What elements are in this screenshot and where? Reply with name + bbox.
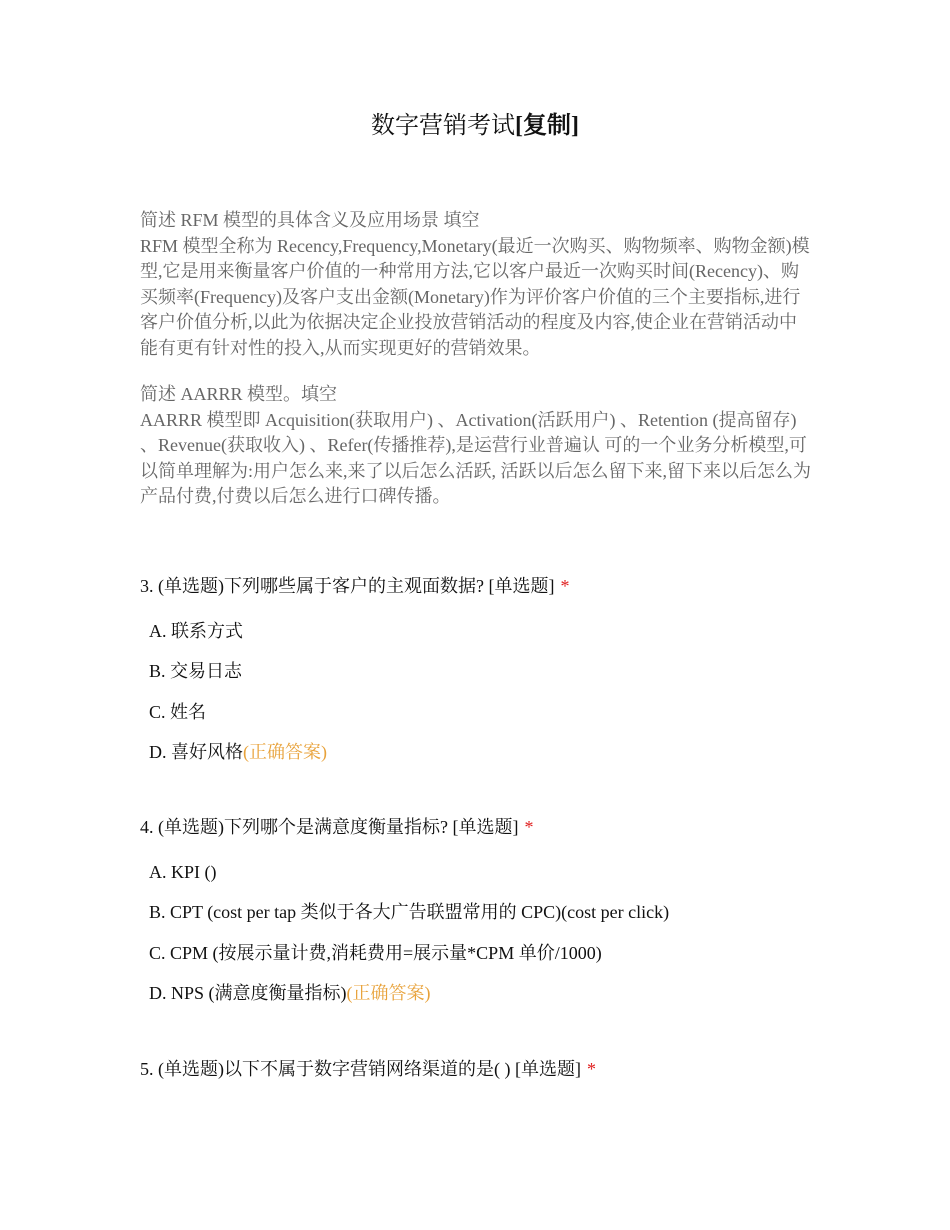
correct-answer-tag: (正确答案) [346, 982, 431, 1003]
question-5-title [140, 1057, 840, 1082]
question-3-options [149, 619, 849, 780]
option-label: C. CPM (按展示量计费,消耗费用=展示量*CPM 单价/1000) [149, 942, 602, 963]
essay-prompt: 简述 AARRR 模型。填空 [140, 384, 338, 404]
option-b [149, 659, 849, 699]
option-label: A. 联系方式 [149, 621, 243, 641]
option-label: D. 喜好风格 [149, 741, 243, 762]
title-copy-tag: [复制] [515, 113, 579, 139]
question-4-title [140, 815, 840, 840]
option-d [149, 740, 849, 780]
correct-answer-tag: (正确答案) [243, 741, 327, 762]
essay-prompt: 简述 RFM 模型的具体含义及应用场景 填空 [140, 210, 480, 230]
option-label: A. KPI () [149, 862, 217, 882]
question-text: 3. (单选题)下列哪些属于客户的主观面数据? [单选题] [140, 576, 555, 596]
required-mark: * [586, 1059, 596, 1079]
option-label: B. 交易日志 [149, 661, 243, 682]
option-label: B. CPT (cost per tap 类似于各大广告联盟常用的 CPC)(cost per click) [149, 902, 670, 923]
required-mark: * [560, 576, 570, 596]
required-mark: * [524, 817, 534, 837]
option-c [149, 941, 849, 981]
essay-answer: AARRR 模型即 Acquisition(获取用户) 、Activation(活跃用户) 、Retention (提高留存) 、Revenue(获取收入) 、Refer(传播推荐),是运营行业普遍认 可的一个业务分析模型,可以简单理解为:用户怎么来,来了以后怎么活跃, 活跃以后怎么留下来,留下来以后怎么为产品付费,付费以后怎么进行口碑传播。 [140, 409, 811, 506]
option-label: D. NPS (满意度衡量指标) [149, 982, 347, 1003]
essay-question-aarrr [140, 382, 812, 510]
question-4-options [149, 860, 849, 1021]
essay-question-rfm [140, 208, 812, 361]
question-text: 5. (单选题)以下不属于数字营销网络渠道的是( ) [单选题] [140, 1059, 581, 1079]
option-a [149, 860, 849, 900]
title-text: 数字营销考试 [371, 113, 515, 139]
question-3-title [140, 574, 840, 599]
option-c [149, 700, 849, 740]
option-label: C. 姓名 [149, 701, 207, 722]
option-b [149, 900, 849, 940]
essay-answer: RFM 模型全称为 Recency,Frequency,Monetary(最近一次购买、购物频率、购物金额)模型,它是用来衡量客户价值的一种常用方法,它以客户最近一次购买时间(Recency)、购买频率(Frequency)及客户支出金额(Monetary)作为评价客户价值的三个主要指标,进行客户价值分析,以此为依据决定企业投放营销活动的程度及内容,使企业在营销活动中能有更有针对性的投入,从而实现更好的营销效果。 [140, 235, 810, 358]
option-d [149, 981, 849, 1021]
option-a [149, 619, 849, 659]
question-text: 4. (单选题)下列哪个是满意度衡量指标? [单选题] [140, 817, 519, 837]
page-title [0, 110, 950, 142]
